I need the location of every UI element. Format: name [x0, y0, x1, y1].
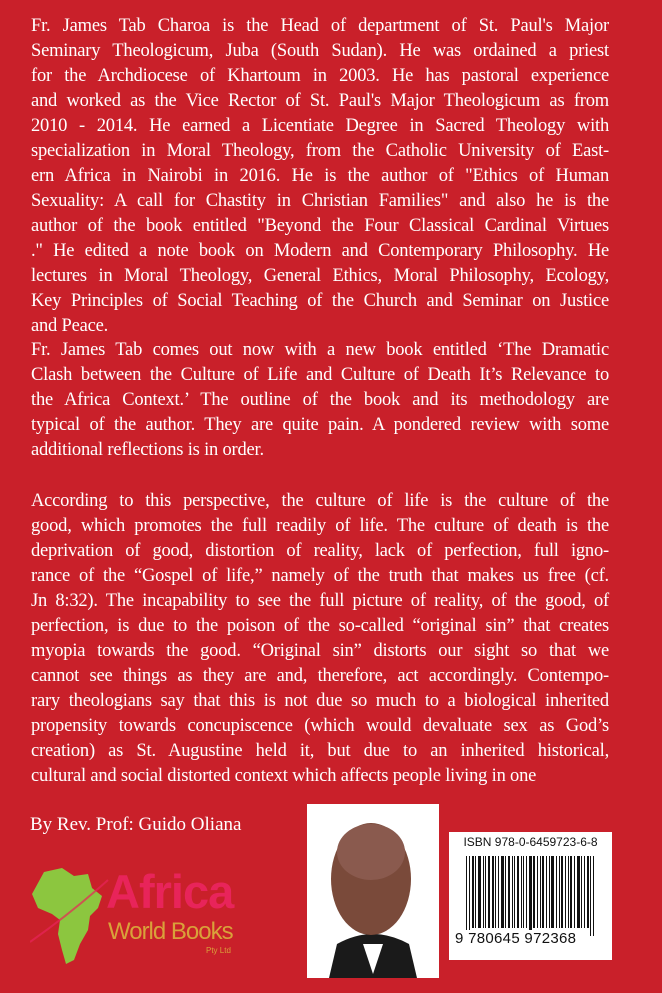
- barcode-bar: [570, 856, 572, 928]
- barcode-bar: [590, 856, 591, 936]
- barcode-bar: [508, 856, 510, 928]
- intro-line: Fr. James Tab comes out now with a new book entitled ‘The Dramatic: [31, 340, 609, 360]
- author-photo: [307, 804, 439, 978]
- review-line: myopia towards the good. “Original sin” distorts our sight so that we: [31, 641, 609, 661]
- barcode-bar: [546, 856, 547, 928]
- review-paragraph: [31, 489, 609, 789]
- barcode-bar: [488, 856, 490, 928]
- barcode-bar: [537, 856, 538, 928]
- barcode-bar: [577, 856, 580, 928]
- barcode-bar: [565, 856, 566, 928]
- review-line: rary theologians say that this is not due so much to a biological inherited: [31, 691, 609, 711]
- bio-line: Sexuality: A call for Chastity in Christian Families" and also he is the: [31, 191, 609, 211]
- bio-line: ." He edited a note book on Modern and Contemporary Philosophy. He: [31, 241, 609, 261]
- intro-line: typical of the author. They are quite pain. A pondered review with some: [31, 415, 609, 435]
- review-line: rance of the “Gospel of life,” namely of the truth that makes us free (cf.: [31, 566, 609, 586]
- barcode-bars: [466, 856, 596, 936]
- barcode-bar: [478, 856, 481, 928]
- barcode-bar: [466, 856, 467, 936]
- bio-line: Key Principles of Social Teaching of the Church and Seminar on Justice: [31, 291, 609, 311]
- bio-line: Fr. James Tab Charoa is the Head of department of St. Paul's Major: [31, 16, 609, 36]
- bio-line: and worked as the Vice Rector of St. Paul's Major Theologicum as from: [31, 91, 609, 111]
- barcode-bar: [529, 856, 532, 936]
- bio-line: 2010 - 2014. He earned a Licentiate Degree in Sacred Theology with: [31, 116, 609, 136]
- barcode-bar: [587, 856, 589, 928]
- africa-map-icon: [30, 864, 110, 974]
- review-line: Jn 8:32). The incapability to see the full picture of reality, of the good, of: [31, 591, 609, 611]
- bio-line: for the Archdiocese of Khartoum in 2003. He has pastoral experience: [31, 66, 609, 86]
- barcode-bar: [561, 856, 563, 928]
- publisher-name: Africa: [106, 865, 234, 918]
- barcode-bar: [549, 856, 550, 928]
- barcode-bar: [483, 856, 484, 928]
- barcode-bar: [472, 856, 474, 928]
- barcode-bar: [475, 856, 476, 928]
- review-line: perfection, is due to the poison of the so-called “original sin” that creates: [31, 616, 609, 636]
- review-line: good, which promotes the full readily of life. The culture of death is the: [31, 516, 609, 536]
- review-line: propensity towards concupiscence (which would devaluate sex as God’s: [31, 716, 609, 736]
- barcode-bar: [485, 856, 486, 928]
- barcode-bar: [584, 856, 585, 928]
- bio-line: lectures in Moral Theology, General Ethics, Moral Philosophy, Ecology,: [31, 266, 609, 286]
- barcode-bar: [568, 856, 569, 928]
- bio-line: author of the book entitled "Beyond the Four Classical Cardinal Virtues: [31, 216, 609, 236]
- bio-line: specialization in Moral Theology, from the Catholic University of East-: [31, 141, 609, 161]
- barcode-bar: [469, 856, 470, 936]
- publisher-subname: World Books: [108, 918, 233, 945]
- intro-line: additional reflections is in order.: [31, 440, 264, 460]
- review-line: cultural and social distorted context which affects people living in one: [31, 766, 537, 786]
- barcode-bar: [514, 856, 515, 928]
- barcode-bar: [581, 856, 582, 928]
- author-bio-paragraph: [31, 14, 609, 339]
- barcode-bar: [517, 856, 519, 928]
- barcode-bar: [521, 856, 522, 928]
- barcode-digits: 9 780645 972368: [455, 930, 577, 947]
- barcode-bar: [593, 856, 594, 936]
- review-line: According to this perspective, the culture of life is the culture of the: [31, 491, 609, 511]
- barcode-bar: [523, 856, 524, 928]
- review-line: creation) as St. Augustine held it, but due to an inherited historical,: [31, 741, 609, 761]
- barcode-bar: [574, 856, 575, 928]
- barcode-bar: [542, 856, 544, 928]
- isbn-barcode: [449, 832, 612, 960]
- bio-line: and Peace.: [31, 316, 109, 336]
- barcode-bar: [492, 856, 494, 928]
- barcode-bar: [526, 856, 527, 928]
- barcode-bar: [559, 856, 560, 928]
- book-intro-paragraph: [31, 338, 609, 463]
- barcode-bar: [495, 856, 496, 928]
- barcode-bar: [505, 856, 506, 928]
- barcode-bar: [501, 856, 504, 928]
- barcode-bar: [512, 856, 513, 928]
- bio-line: ern Africa in Nairobi in 2016. He is the author of "Ethics of Human: [31, 166, 609, 186]
- barcode-bar: [540, 856, 541, 928]
- publisher-suffix: Pty Ltd: [206, 946, 231, 955]
- bio-line: Seminary Theologicum, Juba (South Sudan). He was ordained a priest: [31, 41, 609, 61]
- intro-line: Clash between the Culture of Life and Culture of Death It’s Relevance to: [31, 365, 609, 385]
- author-credit: By Rev. Prof: Guido Oliana: [30, 814, 242, 835]
- review-line: cannot see things as they are and, therefore, act accordingly. Contempo-: [31, 666, 609, 686]
- barcode-bar: [551, 856, 554, 928]
- barcode-bar: [533, 856, 535, 928]
- intro-line: the Africa Context.’ The outline of the book and its methodology are: [31, 390, 609, 410]
- publisher-logo: [30, 862, 250, 977]
- barcode-bar: [498, 856, 499, 928]
- review-line: deprivation of good, distortion of reality, lack of perfection, full igno-: [31, 541, 609, 561]
- isbn-label: ISBN 978-0-6459723-6-8: [463, 835, 598, 849]
- barcode-bar: [556, 856, 557, 928]
